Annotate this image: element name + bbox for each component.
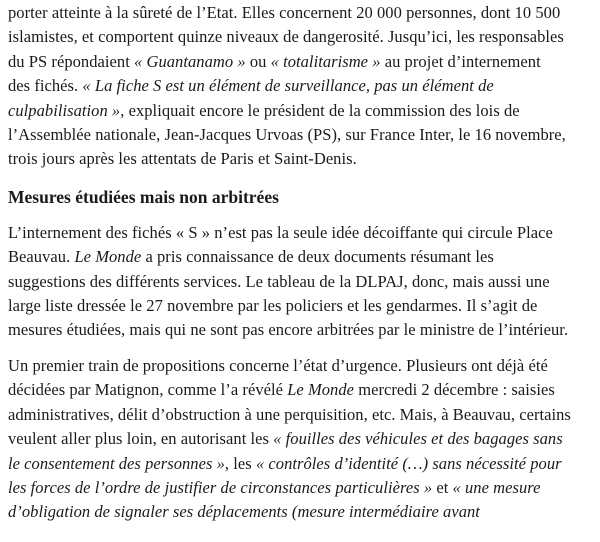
text-line — [8, 294, 600, 318]
text-line — [8, 403, 600, 427]
italic-quote: Le Monde — [287, 380, 355, 400]
text-run: L’internement des fichés « S » n’est pas la seule idée décoiffante qui circule Place — [8, 222, 553, 242]
italic-quote: les forces de l’ordre de justifier de circonstances particulières » — [8, 477, 433, 497]
paragraph-3 — [8, 354, 600, 525]
text-line — [8, 123, 600, 147]
italic-quote: « La fiche S est un élément de surveillance, pas un élément de — [82, 76, 494, 96]
text-line — [8, 476, 600, 500]
italic-quote: « totalitarisme » — [270, 51, 381, 71]
text-line — [8, 147, 600, 171]
text-run: au projet d’internement — [380, 51, 541, 71]
italic-quote: d’obligation de signaler ses déplacements (mesure intermédiaire avant — [8, 502, 480, 522]
text-line — [8, 99, 600, 123]
text-line — [8, 25, 600, 49]
italic-quote: « Guantanamo » — [134, 51, 246, 71]
text-run: trois jours après les attentats de Paris et Saint-Denis. — [8, 149, 357, 169]
text-run: des fichés. — [8, 76, 83, 96]
text-run: large liste dressée le 27 novembre par les policiers et les gendarmes. Il s’agit de — [8, 296, 538, 316]
text-run: du PS répondaient — [8, 51, 135, 71]
text-line — [8, 270, 600, 294]
italic-quote: Le Monde — [74, 247, 142, 267]
text-line — [8, 221, 600, 245]
text-run: veulent aller plus loin, en autorisant les — [8, 429, 274, 449]
text-run: l’Assemblée nationale, Jean-Jacques Urvoas (PS), sur France Inter, le 16 novembre, — [8, 125, 566, 145]
paragraph-2 — [8, 221, 600, 343]
paragraph-1 — [8, 0, 600, 172]
text-run: porter atteinte à la sûreté de l’Etat. Elles concernent 20 000 personnes, dont 10 500 — [8, 3, 561, 22]
text-run: mercredi 2 décembre : saisies — [354, 380, 555, 400]
text-run: et — [432, 477, 453, 497]
text-run: Beauvau. — [8, 247, 75, 267]
text-run: islamistes, et comportent quinze niveaux de dangerosité. Jusqu’ici, les responsables — [8, 27, 564, 47]
text-line — [8, 1, 600, 25]
text-line — [8, 452, 600, 476]
text-run: , expliquait encore le président de la commission des lois de — [120, 100, 520, 120]
text-run: suggestions des différents services. Le tableau de la DLPAJ, donc, mais aussi une — [8, 271, 550, 291]
text-run: ou — [245, 51, 271, 71]
text-line — [8, 318, 600, 342]
italic-quote: « fouilles des véhicules et des bagages sans — [273, 429, 563, 449]
section-heading: Mesures étudiées mais non arbitrées — [8, 186, 279, 207]
text-run: administratives, délit d’obstruction à une perquisition, etc. Mais, à Beauvau, certains — [8, 404, 571, 424]
text-run: , les — [224, 453, 256, 473]
text-line — [8, 245, 600, 269]
text-line — [8, 354, 600, 378]
text-run: Un premier train de propositions concerne l’état d’urgence. Plusieurs ont déjà été — [8, 355, 548, 375]
text-run: décidées par Matignon, comme l’a révélé — [8, 380, 288, 400]
text-line — [8, 50, 600, 74]
text-line — [8, 378, 600, 402]
text-line — [8, 427, 600, 451]
italic-quote: culpabilisation » — [8, 100, 121, 120]
text-line — [8, 500, 600, 524]
text-run: a pris connaissance de deux documents résumant les — [141, 247, 494, 267]
italic-quote: le consentement des personnes » — [8, 453, 225, 473]
text-line — [8, 74, 600, 98]
text-run: mesures étudiées, mais qui ne sont pas encore arbitrées par le ministre de l’intérieur. — [8, 320, 569, 340]
italic-quote: « contrôles d’identité (…) sans nécessité pour — [255, 453, 562, 473]
italic-quote: « une mesure — [452, 477, 541, 497]
